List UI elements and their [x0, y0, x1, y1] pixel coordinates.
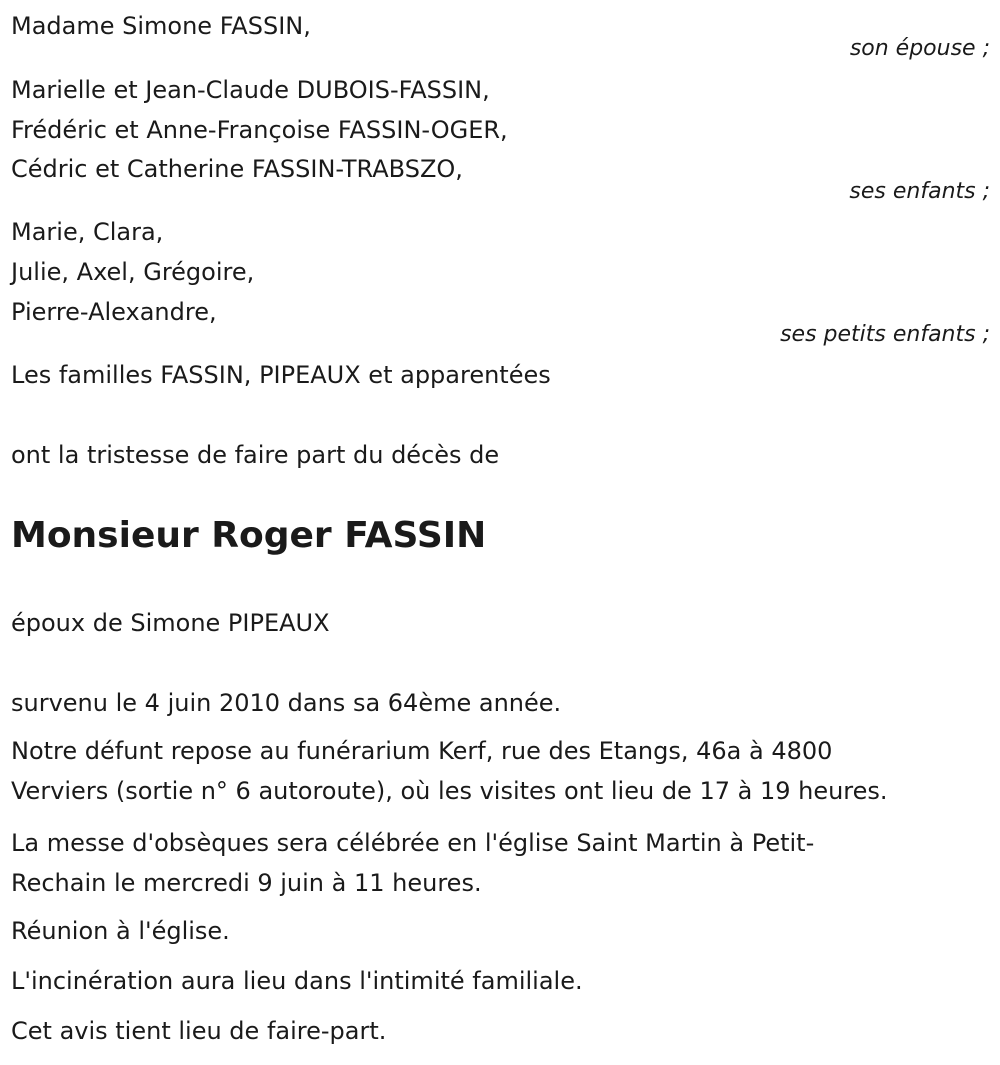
child-line-3: Cédric et Catherine FASSIN-TRABSZO, — [11, 155, 463, 183]
child-line-1: Marielle et Jean-Claude DUBOIS-FASSIN, — [11, 76, 490, 104]
child-line-2: Frédéric et Anne-Françoise FASSIN-OGER, — [11, 116, 508, 144]
children-role: ses enfants ; — [849, 179, 990, 204]
mass-line-2: Rechain le mercredi 9 juin à 11 heures. — [11, 869, 482, 897]
grandchild-line-2: Julie, Axel, Grégoire, — [11, 258, 255, 286]
notice-line: Cet avis tient lieu de faire-part. — [11, 1017, 387, 1045]
spouse-name: Madame Simone FASSIN, — [11, 12, 311, 40]
incineration-line: L'incinération aura lieu dans l'intimité familiale. — [11, 967, 583, 995]
repose-line-1: Notre défunt repose au funérarium Kerf, rue des Etangs, 46a à 4800 — [11, 737, 833, 765]
meeting-line: Réunion à l'église. — [11, 917, 230, 945]
spouse-role: son épouse ; — [849, 36, 990, 61]
mass-line-1: La messe d'obsèques sera célébrée en l'église Saint Martin à Petit- — [11, 829, 815, 857]
date-line: survenu le 4 juin 2010 dans sa 64ème année. — [11, 689, 562, 717]
grandchild-line-1: Marie, Clara, — [11, 218, 164, 246]
deceased-name: Monsieur Roger FASSIN — [11, 515, 487, 556]
families-line: Les familles FASSIN, PIPEAUX et apparentées — [11, 361, 551, 389]
grandchildren-role: ses petits enfants ; — [780, 322, 990, 347]
spouse-of-line: époux de Simone PIPEAUX — [11, 609, 330, 637]
grandchild-line-3: Pierre-Alexandre, — [11, 298, 217, 326]
announcement-line: ont la tristesse de faire part du décès de — [11, 441, 500, 469]
repose-line-2: Verviers (sortie n° 6 autoroute), où les visites ont lieu de 17 à 19 heures. — [11, 777, 888, 805]
